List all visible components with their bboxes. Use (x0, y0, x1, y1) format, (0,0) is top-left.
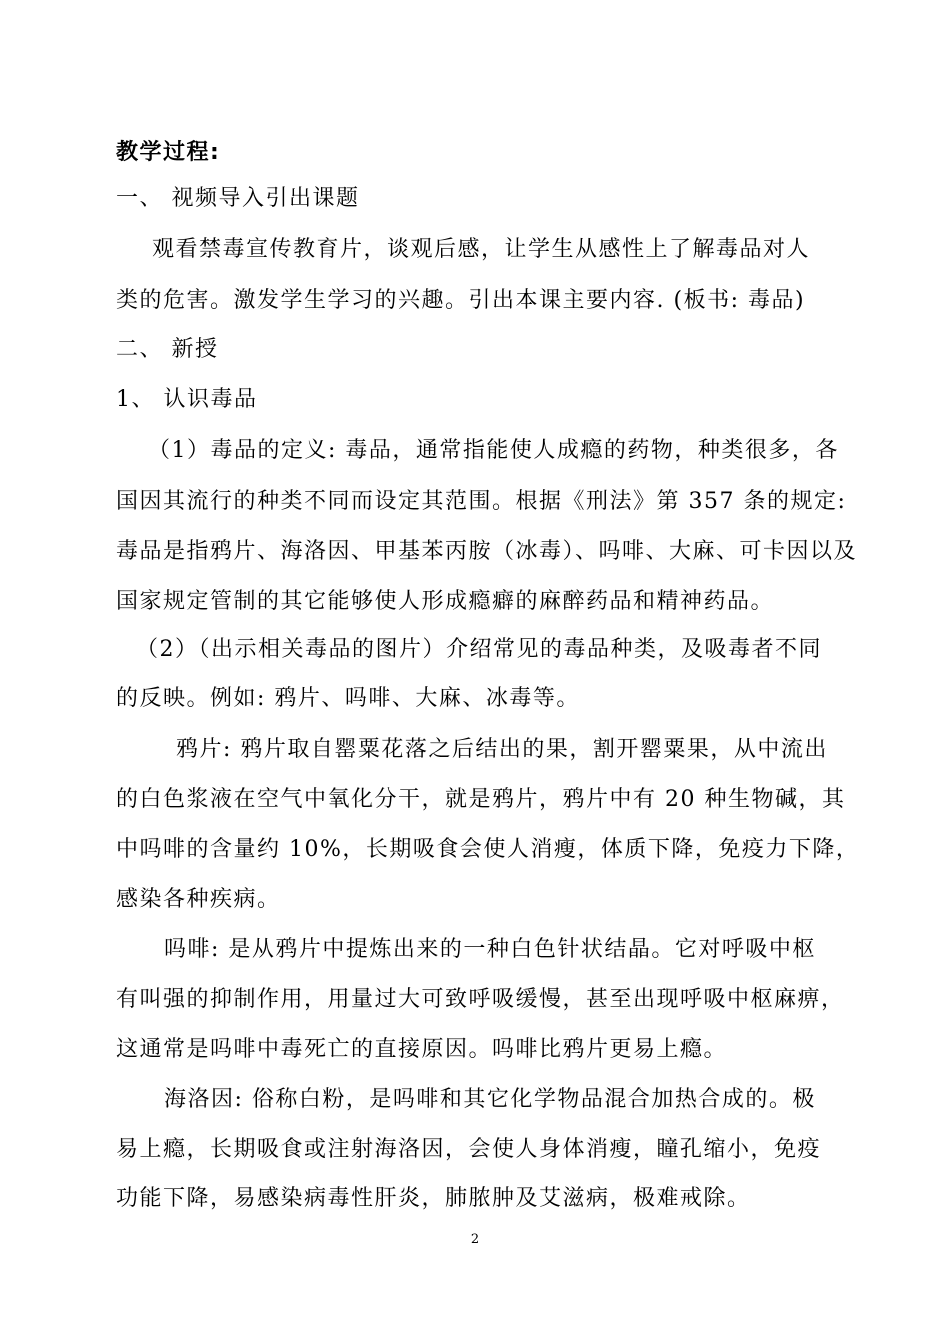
paragraph-line: 感染各种疾病。 (116, 887, 281, 912)
paragraph-line: （2）（出示相关毒品的图片）介绍常见的毒品种类，及吸毒者不同 (136, 637, 822, 662)
page-number: 2 (470, 1232, 480, 1247)
paragraph-line: 中吗啡的含量约 10%，长期吸食会使人消瘦，体质下降，免疫力下降， (116, 837, 860, 862)
paragraph-line: 海洛因: 俗称白粉，是吗啡和其它化学物品混合加热合成的。极 (164, 1087, 816, 1112)
section-2-title: 二、 新授 (116, 337, 219, 362)
heading-teaching-process: 教学过程: (116, 140, 221, 165)
paragraph-line: （1）毒品的定义: 毒品，通常指能使人成瘾的药物，种类很多，各 (148, 438, 839, 463)
paragraph-line: 功能下降，易感染病毒性肝炎，肺脓肿及艾滋病，极难戒除。 (116, 1186, 751, 1211)
paragraph-line: 国家规定管制的其它能够使人形成瘾癖的麻醉药品和精神药品。 (116, 589, 775, 614)
paragraph-line: 这通常是吗啡中毒死亡的直接原因。吗啡比鸦片更易上瘾。 (116, 1037, 728, 1062)
paragraph-line: 的白色浆液在空气中氧化分干，就是鸦片，鸦片中有 20 种生物碱，其 (116, 787, 846, 812)
paragraph-line: 毒品是指鸦片、海洛因、甲基苯丙胺（冰毒）、吗啡、大麻、可卡因以及 (116, 539, 858, 564)
subsection-1-title: 1、 认识毒品 (116, 387, 258, 412)
paragraph-line: 类的危害。激发学生学习的兴趣。引出本课主要内容. (板书: 毒品) (116, 288, 806, 313)
paragraph-line: 易上瘾，长期吸食或注射海洛因，会使人身体消瘦，瞳孔缩小，免疫 (116, 1137, 822, 1162)
paragraph-line: 有叫强的抑制作用，用量过大可致呼吸缓慢，甚至出现呼吸中枢麻痹， (116, 987, 845, 1012)
paragraph-line: 观看禁毒宣传教育片，谈观后感，让学生从感性上了解毒品对人 (152, 237, 811, 262)
paragraph-line: 国因其流行的种类不同而设定其范围。根据《刑法》第 357 条的规定: (116, 489, 847, 514)
section-1-title: 一、 视频导入引出课题 (116, 186, 360, 211)
paragraph-line: 吗啡: 是从鸦片中提炼出来的一种白色针状结晶。它对呼吸中枢 (164, 937, 816, 962)
paragraph-line: 的反映。例如: 鸦片、吗啡、大麻、冰毒等。 (116, 686, 580, 711)
paragraph-line: 鸦片: 鸦片取自罂粟花落之后结出的果，割开罂粟果，从中流出 (176, 737, 828, 762)
